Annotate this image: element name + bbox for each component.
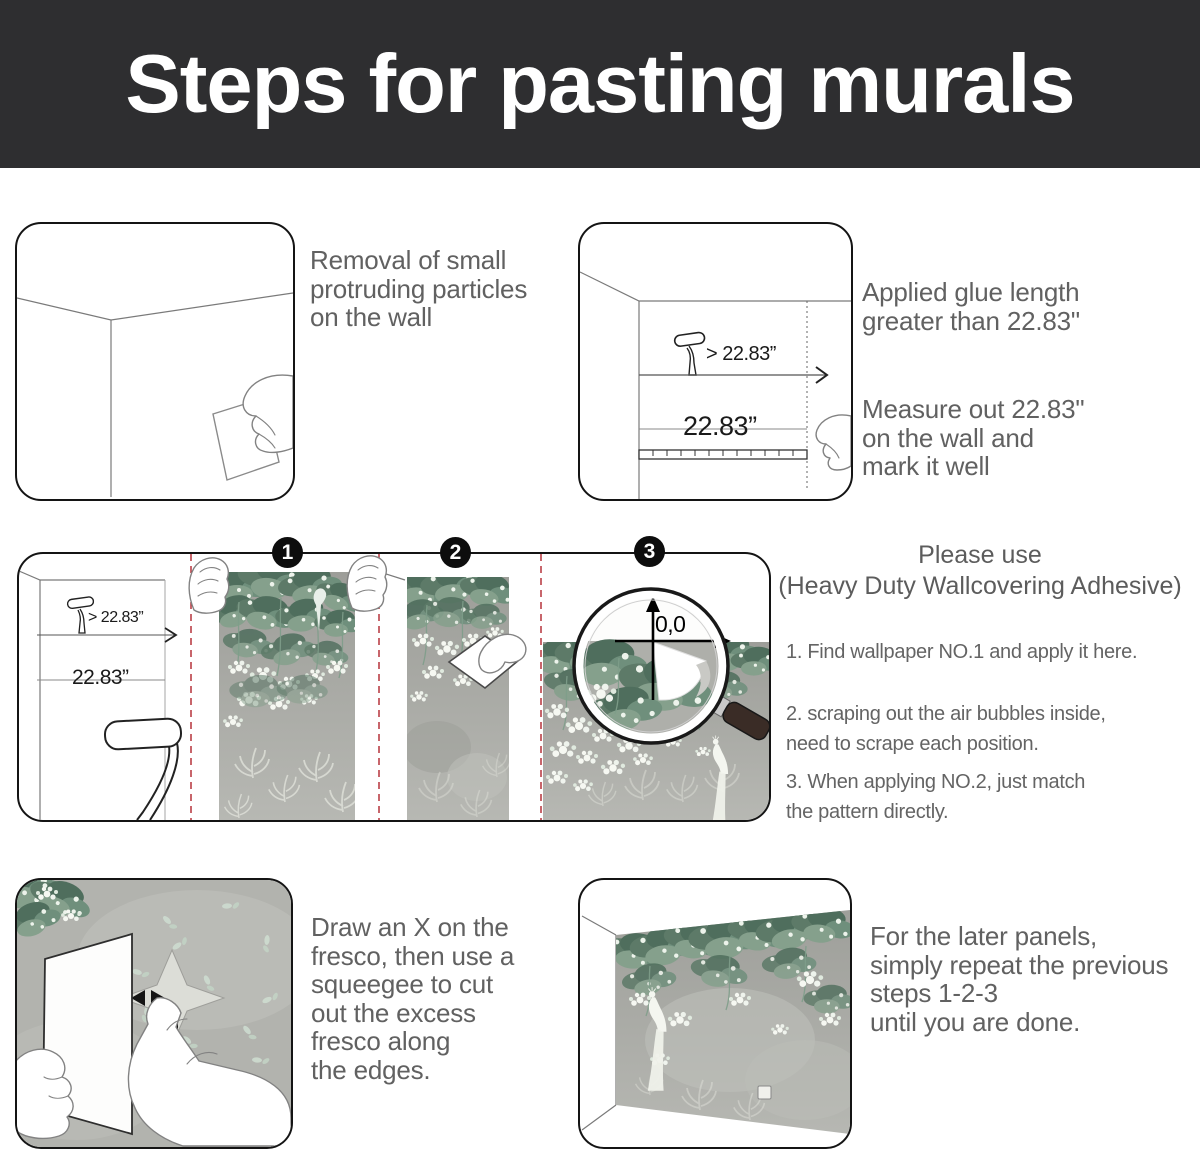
step-badge-2: 2 <box>440 537 471 568</box>
step3-illustration-box <box>17 552 771 822</box>
origin-coordinate-label: 0,0 <box>655 611 686 637</box>
glue-length-label-small: > 22.83” <box>88 609 144 626</box>
measuring-hand <box>816 415 851 470</box>
ruler <box>639 450 807 459</box>
step5-illustration-box <box>578 878 852 1149</box>
header-banner <box>0 0 1200 168</box>
wall-cleaning-drawing <box>17 224 293 499</box>
mural-panel-1 <box>204 554 370 820</box>
wall-perspective-lines <box>580 272 851 499</box>
gripping-hand-left <box>189 558 229 613</box>
step2-glue-caption: Applied glue length greater than 22.83" <box>862 277 1080 336</box>
big-paint-roller <box>104 718 181 820</box>
step2-measure-caption: Measure out 22.83" on the wall and mark it well <box>862 394 1085 481</box>
page-title: Steps for pasting murals <box>125 37 1075 130</box>
wall-width-label-small: 22.83” <box>72 666 129 689</box>
gripping-hand-right <box>347 556 387 611</box>
adhesive-note-subtitle: (Heavy Duty Wallcovering Adhesive) <box>778 572 1182 600</box>
panel-sequence-drawing <box>19 554 769 820</box>
wall-outlet <box>758 1086 771 1099</box>
instruction-3: 3. When applying NO.2, just match the pattern directly. <box>786 771 1086 823</box>
step1-caption: Removal of small protruding particles on the wall <box>310 245 528 332</box>
step-badge-1: 1 <box>272 537 303 568</box>
room-corner-lines <box>582 916 616 1130</box>
glue-length-label: > 22.83” <box>706 343 776 365</box>
finished-wall-drawing <box>580 880 850 1147</box>
outlet-cutting-drawing <box>17 880 291 1147</box>
instruction-1: 1. Find wallpaper NO.1 and apply it here. <box>786 641 1138 663</box>
glue-arrow <box>37 628 176 642</box>
mural-panel-2 <box>388 562 519 820</box>
step5-caption: For the later panels, simply repeat the previous steps 1-2-3 until you are done. <box>870 921 1169 1037</box>
glue-length-arrow <box>639 367 827 383</box>
instruction-2: 2. scraping out the air bubbles inside, need to scrape each position. <box>786 703 1106 755</box>
step1-illustration-box <box>15 222 295 501</box>
step4-caption: Draw an X on the fresco, then use a squeegee to cut out the excess fresco along the edges. <box>311 912 515 1085</box>
step4-illustration-box <box>15 878 293 1149</box>
paint-roller-icon <box>674 332 705 375</box>
adhesive-note-title: Please use <box>918 541 1042 569</box>
wall-width-label: 22.83” <box>683 411 757 441</box>
step-badge-3: 3 <box>634 536 665 567</box>
mural-finished-wall <box>601 900 850 1140</box>
